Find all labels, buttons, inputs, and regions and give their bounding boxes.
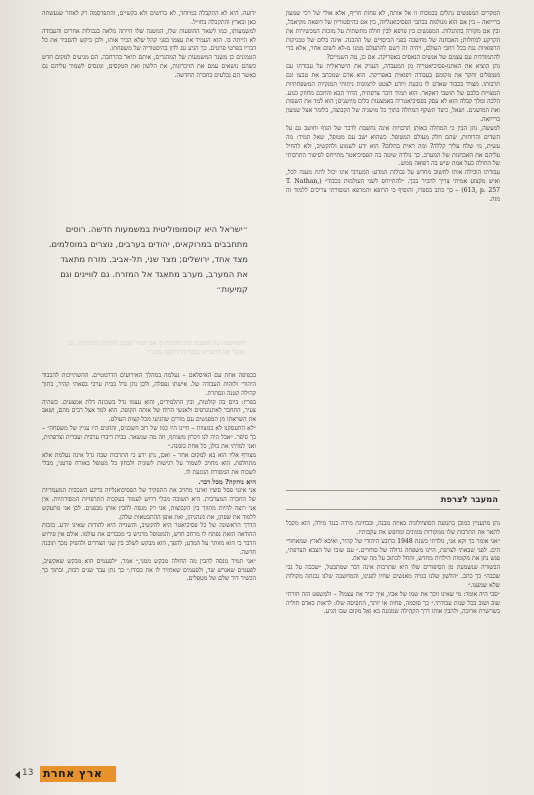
paragraph: ״אני אומר כך וקא אני, נולדתי בשנת 1948 ברובע היהודי של קהיר, ואיבא לארץ שמאחורי הים. לפני שבאתי לצרפת, היינו משפחה גדולה של סוחרים.״ עם שובו של הצבא הצרפתי, פגש נתן את מקומות הילדות מחדש, והחל לכתוב על מה שראה. — [286, 537, 500, 563]
paragraph: למשמעותו, כמו לשאר ההופעות שלו, המשנה שלו הייתה מלאה בגבולות אחרים והעבודה לא הייתה בו. הוא העמיד את עצמו בפני קהל שלא הכיר אותו, ולכן ביקש להסביר את כל דבריו בפרטי פרטים. כך הגיע גם לדון בהיסטוריה של משפחתו. — [42, 27, 256, 53]
paragraph: ״אני תמיד מנסה להבין מה החולה מבקש ממני,״ אמר. ״לפעמים הוא מבקש שאקשיב, לפעמים שאגרש שד, ולפעמים שאחזיר לו את כבודו.״ כך נתן עבד שנים רבות, ובתוך כך הכשיר דור שלם של מטפלים. — [42, 557, 256, 583]
article-column-left-top — [42, 10, 256, 190]
paragraph: עבודתו הובילה אותו לחשוב מחדש על גבולות המדע: המערבי אינו יכול לתת מענה לכל, ואיש מקצוע אמיתי צריך להכיר בכך. ״להתייחס לשני העולמות בכבוד״ (T. Nathan, 613, p. 257) – כך כתב בספרו, והוסיף כי הרופא והמרפא המסורתי צריכים ללמוד זה מזה. — [286, 169, 500, 203]
paragraph: הדרך הראשונה של כל פסיכיאטר היא להקשיב, והשנייה היא להודות שאינו יודע. בזכות ההודאה הזאת נפתח לו מרחב חדש, והמטופל מרגיש כי מכבדים את עולמו. אולם אין פירוש הדבר כי הוא מוותר על המדע; להפך, הוא מבקש לשלב בין שני הצדדים ולהפיק מכך תובנה חדשה. — [42, 522, 256, 556]
faded-text: ״המחשבה על המפגש הזה מלמדת כי אנו תמיד שבים לנקודת ההתחלה, גם כאשר אנו חושבים שכבר התרחקנו ממנה״ — [68, 340, 246, 356]
paragraph: ״סבי היה אומר: מי שאינו זוכר את שמו של אביו, איך יכיר את עצמו? – ולמשפט הזה חזרתי שוב ושוב בכל שנות עבודתי.״ כך סוכמה, פחות או יותר, התפיסה שלו: לראות באדם חוליה בשרשרת ארוכה, ולהבין אותו דרך הקהילה שממנה בא ואל מקום שבו הגיע. — [286, 590, 500, 616]
paragraph: נתן הוציא את האתנו-פסיכיאטריה מן המעבדה, העניק את הישראלית על עבודתו עם מטופלים וחקר את מקומם בעבודה רפואית באפריקה. הוא אדם שמכתב את טבעו וגם תרבותו. מצויד בכבוד שאדם לו נובעת ויודע לצטט לתמונות ניתוחי המנקיות המשפחתיות המצויות בלבם של תושבי דאקאר. הוא תמיד דובר צרפתית, הדור הבא והחכם מחוזק כנוע. הלכה ומלך קבלה הוא לא עסק בפסיכיאטריה באמצעות כלים מיושנים; הוא למד את השפות ואת המושגים. ושאל, כיצד תשקף המחלה בתוך כל מושגיה של הקבוצה, כלומר אצל שמעון ברייזאה. — [286, 63, 500, 124]
section-heading — [286, 490, 500, 510]
article-column-left-bottom — [42, 372, 256, 752]
subheading-question: היא נוחקה? מכל דבר. — [198, 478, 256, 487]
triangle-left-icon — [15, 771, 20, 779]
paragraph: אני אינני פסל סוציו ואינני מחויב את התפקיד של הפסיכואנליזה ברקע השכבות המעמדיות של החברה המערבית. היא תשובה מבלי דרוש לעמוד בעקבות התרפויות המסורתיות. אין אני רוצה להיות מתווך בין הקבוצות, אני רק מנסה להבין אותן מבפנים. לכן אני מתעקש ללמוד את שפתן, את מנהגיהן, ואת אופן ההתבטאות שלהן. — [42, 486, 256, 521]
paragraph: מצורף אליו הוא בא למקום אחר – ואכן, נתן ידע כי התרבות שבה גדל אינה נעלמת אלא מתחלפת. הוא מחויב לשמור על רגישות לשונית ולבחון כל מטופל באורח פרטני, מבלי לשכוח את המסורת הנוגעת לו. — [42, 451, 256, 477]
brand-badge — [40, 766, 116, 782]
section-heading-text: המעבר לצרפת — [440, 494, 498, 504]
paragraph: ״לא התעסקנו לא במצוות – חיינו היו כמו של רוב השכנים, והחגים היו עניין של משפחה״ – כך סיפר. ״אבל היה לנו זיכרון משותף, וזה מה שנשאר. בבית דיברו ערבית ועברית וצרפתית, ואני למדתי את כולן, כל אחת בזמנה.״ — [42, 425, 256, 450]
article-column-right-bottom — [286, 520, 500, 758]
paragraph: המקרים המפגשים נתלים בכמכות זו אל אותה, לא פחות חריף, אלא אולי של רכי שמעון ברייזאה – בין אם הוא מגולמת בכתבי הפסיכואנליזה, בין אם כהיסטוריון של רופאה מקיאבל, ובין אם מקורה בהתגלות. המפגשים בין פרפא לבין חולה מתשתית על מזכות המכשירות את הקרקע למחלות; האבחנה של מחשבה בפני הכיסויים של ההבנה. אינה בלום של טכניקות הרפואיות נגח בכל רחבי העולם, ויהיה זה רשם להתעלם ממנו מ-לא לשום אחר, אלא כדי להתמודדות עם עצמם של אנשים הנאסים באפריקה. אם כן, מה השמיים? — [286, 10, 500, 62]
paragraph: נתן מתעניין כמובן בתנועת הסוציולוגיה באיזה מבנה, ובבחינת מידה כנגד מידה, הוא מקבל לתאר את התרבות שלו ממקורות מגוונים ומחפש את עקבותיו. — [286, 520, 500, 536]
paragraph: בכפיפה אחת עם האיסלאם – נעלמה במהלך האירועים הדרמטיים. ההשתייכות להכבוד היהודי ולזהות העבודה של. אישתו נפסלה, ולכן נתן גדל בבית ערבי בפאתי קהיר, בתוך קהילה קטנה ונסתרת. — [42, 372, 256, 397]
article-column-right-top — [286, 10, 500, 480]
page-footer — [0, 758, 534, 795]
pull-quote-text: ״ישראל היא קוסמופוליטית במשמעות חדשה. רוסים מתחבבים במרוקאים, יהודים בערבים, נוצרים במוסלמים. מצד אחד, ירושלים; מצד שני, תל-אביב. מזרח מתאגד את המערב, מערב מתאגד אל המזרח. גם לוויינים וגם קמיעות״ — [48, 224, 248, 294]
paragraph: הבשורה שנשמעת מן הסיפורים שלו היא שתרבות אינה דבר שמתבטל, ״שכבה על גבי שכבה״ כך כתב. ״הלשון שלנו בנויה מאנשים שחיו לפנינו, והמחשבה שלנו נבנתה מקולות שלא שמענו.״ — [286, 564, 500, 589]
pull-quote — [48, 222, 248, 332]
brand-name: ארץ אחרת — [43, 767, 103, 780]
paragraph: בפריז: ביום בה קולטות, ובין התלמידים, והוא עצמו גדל בשכונה דלת אמצעים. כשהיה צעיר, התחבר לאתנוגרפים ולאנשי הרוח של אותה תקופה. הוא למד אצל רבים מהם, ושאב את השראתו מן המפגשים עם מורים שהגיעו מכל קצות העולם. — [42, 398, 256, 424]
paragraph: למעשה, נתן הבין כי המחלה באותן תרבויות אינה נחשבת לדבר של הגוף וחושב גם על השדים והרוחות, שהם חלק מעולם המטופל. כשהוא ישב עם מטופל, שאל תמיד: מה עשית, מי שלח עליך קללה? ומה ראית בחלום? הוא ידע לשמוע ולהקשיב, ולא להחיל עליהם את האבחנות של המערב. כך נולדה שיטה בה הפסיכיאטר מתייחס לסיפור התרבותי של החולה כעל אמת שיש בה רפואה ממש. — [286, 124, 500, 168]
paragraph: ידועה. היא לא התקבלה במיוחד, לא ברושים ולא בקשיים, והתפרסמה רק לאחר שנעשתה כאן ובארץ והתקבלה בחו״ל. — [42, 10, 256, 26]
paragraph: הטמונים כן משגר המשמעות של המהגרים, אותם תיאר בהרחבה. הם מגיעים למקום חדש כשהם נושאים עמם את הזיכרונות, את הלשון ואת הטקסים, ומנסים לשמור עליהם גם כאשר הם נבלעים בחברה החדשה. — [42, 54, 256, 79]
page-number: 13 — [22, 768, 34, 778]
